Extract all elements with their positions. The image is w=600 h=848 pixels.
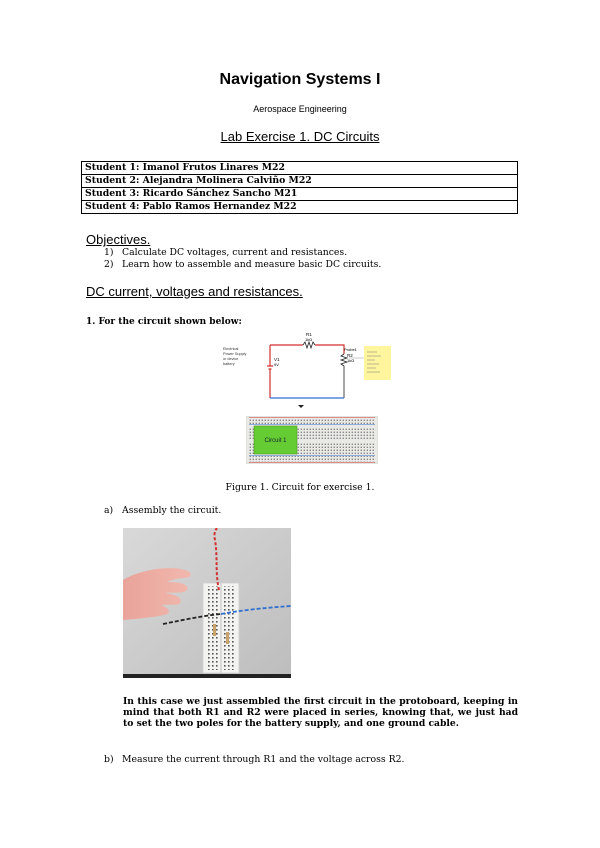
student-cell: Student 3: Ricardo Sánchez Sancho M21 — [82, 188, 518, 201]
note-line: Electrical — [223, 347, 239, 351]
assembly-photo — [123, 528, 291, 678]
student-cell: Student 1: Imanol Frutos Linares M22 — [82, 162, 518, 175]
lab-title-text: Lab Exercise 1. DC Circuits — [220, 129, 380, 144]
question-a-number: a) — [104, 505, 114, 516]
probe-label: Probe1 — [344, 347, 357, 352]
question-a-text: Assembly the circuit. — [122, 505, 222, 516]
r2-label: R2 — [347, 353, 353, 358]
breadboard-rail — [249, 456, 375, 462]
note-line: battery — [223, 362, 235, 366]
student-cell: Student 4: Pablo Ramos Hernandez M22 — [82, 201, 518, 214]
student-cell: Student 2: Alejandra Molinera Calviño M22 — [82, 175, 518, 188]
objectives-list — [104, 247, 381, 271]
sticky-note — [364, 346, 391, 380]
figure-caption: Figure 1. Circuit for exercise 1. — [225, 482, 375, 493]
table-row — [82, 201, 518, 214]
table-row — [82, 188, 518, 201]
answer-a: In this case we just assembled the first circuit in the protoboard, keeping in mind that both R1 and R2 were placed in series, knowing that, we just had to set the two poles for the battery supply, and one ground cable. — [123, 696, 518, 729]
table-row — [82, 175, 518, 188]
document-subtitle: Aerospace Engineering — [253, 104, 347, 114]
circuit-block-label: Circuit 1 — [264, 438, 287, 444]
circuit-schematic — [223, 330, 398, 412]
r2-value: 1kΩ — [347, 358, 355, 363]
note-line: Power Supply — [223, 352, 247, 356]
list-item — [104, 247, 381, 259]
photo-resistor — [213, 624, 216, 636]
source-wire — [267, 345, 273, 398]
students-table — [81, 161, 518, 214]
question-1: 1. For the circuit shown below: — [86, 317, 242, 327]
objectives-heading-text: Objectives. — [86, 232, 151, 247]
list-number: 1) — [104, 247, 114, 258]
note-line: or device — [223, 357, 239, 361]
resistor-r1 — [303, 342, 315, 348]
breadboard-rail — [249, 418, 375, 424]
list-item — [104, 259, 381, 271]
list-text: Calculate DC voltages, current and resistances. — [122, 247, 348, 258]
ground-icon — [298, 405, 304, 408]
r1-value: 1kΩ — [305, 337, 313, 342]
list-number: 2) — [104, 259, 114, 270]
photo-resistor — [226, 632, 229, 644]
r1-label: R1 — [306, 332, 312, 337]
list-text: Learn how to assemble and measure basic DC circuits. — [122, 259, 382, 270]
table-row — [82, 162, 518, 175]
objectives-heading — [86, 232, 150, 247]
question-b-number: b) — [104, 754, 114, 765]
question-b — [104, 754, 404, 765]
wire-red — [270, 345, 344, 354]
section-heading — [86, 284, 303, 299]
document-title: Navigation Systems I — [219, 71, 381, 88]
photo-bottom-edge — [123, 674, 291, 678]
source-value: 9V — [274, 362, 279, 367]
question-b-text: Measure the current through R1 and the voltage across R2. — [122, 754, 405, 765]
breadboard-diagram — [246, 416, 378, 464]
source-label: V1 — [274, 357, 280, 362]
question-a — [104, 505, 221, 516]
section-heading-text: DC current, voltages and resistances. — [86, 284, 303, 299]
lab-title — [0, 129, 600, 144]
